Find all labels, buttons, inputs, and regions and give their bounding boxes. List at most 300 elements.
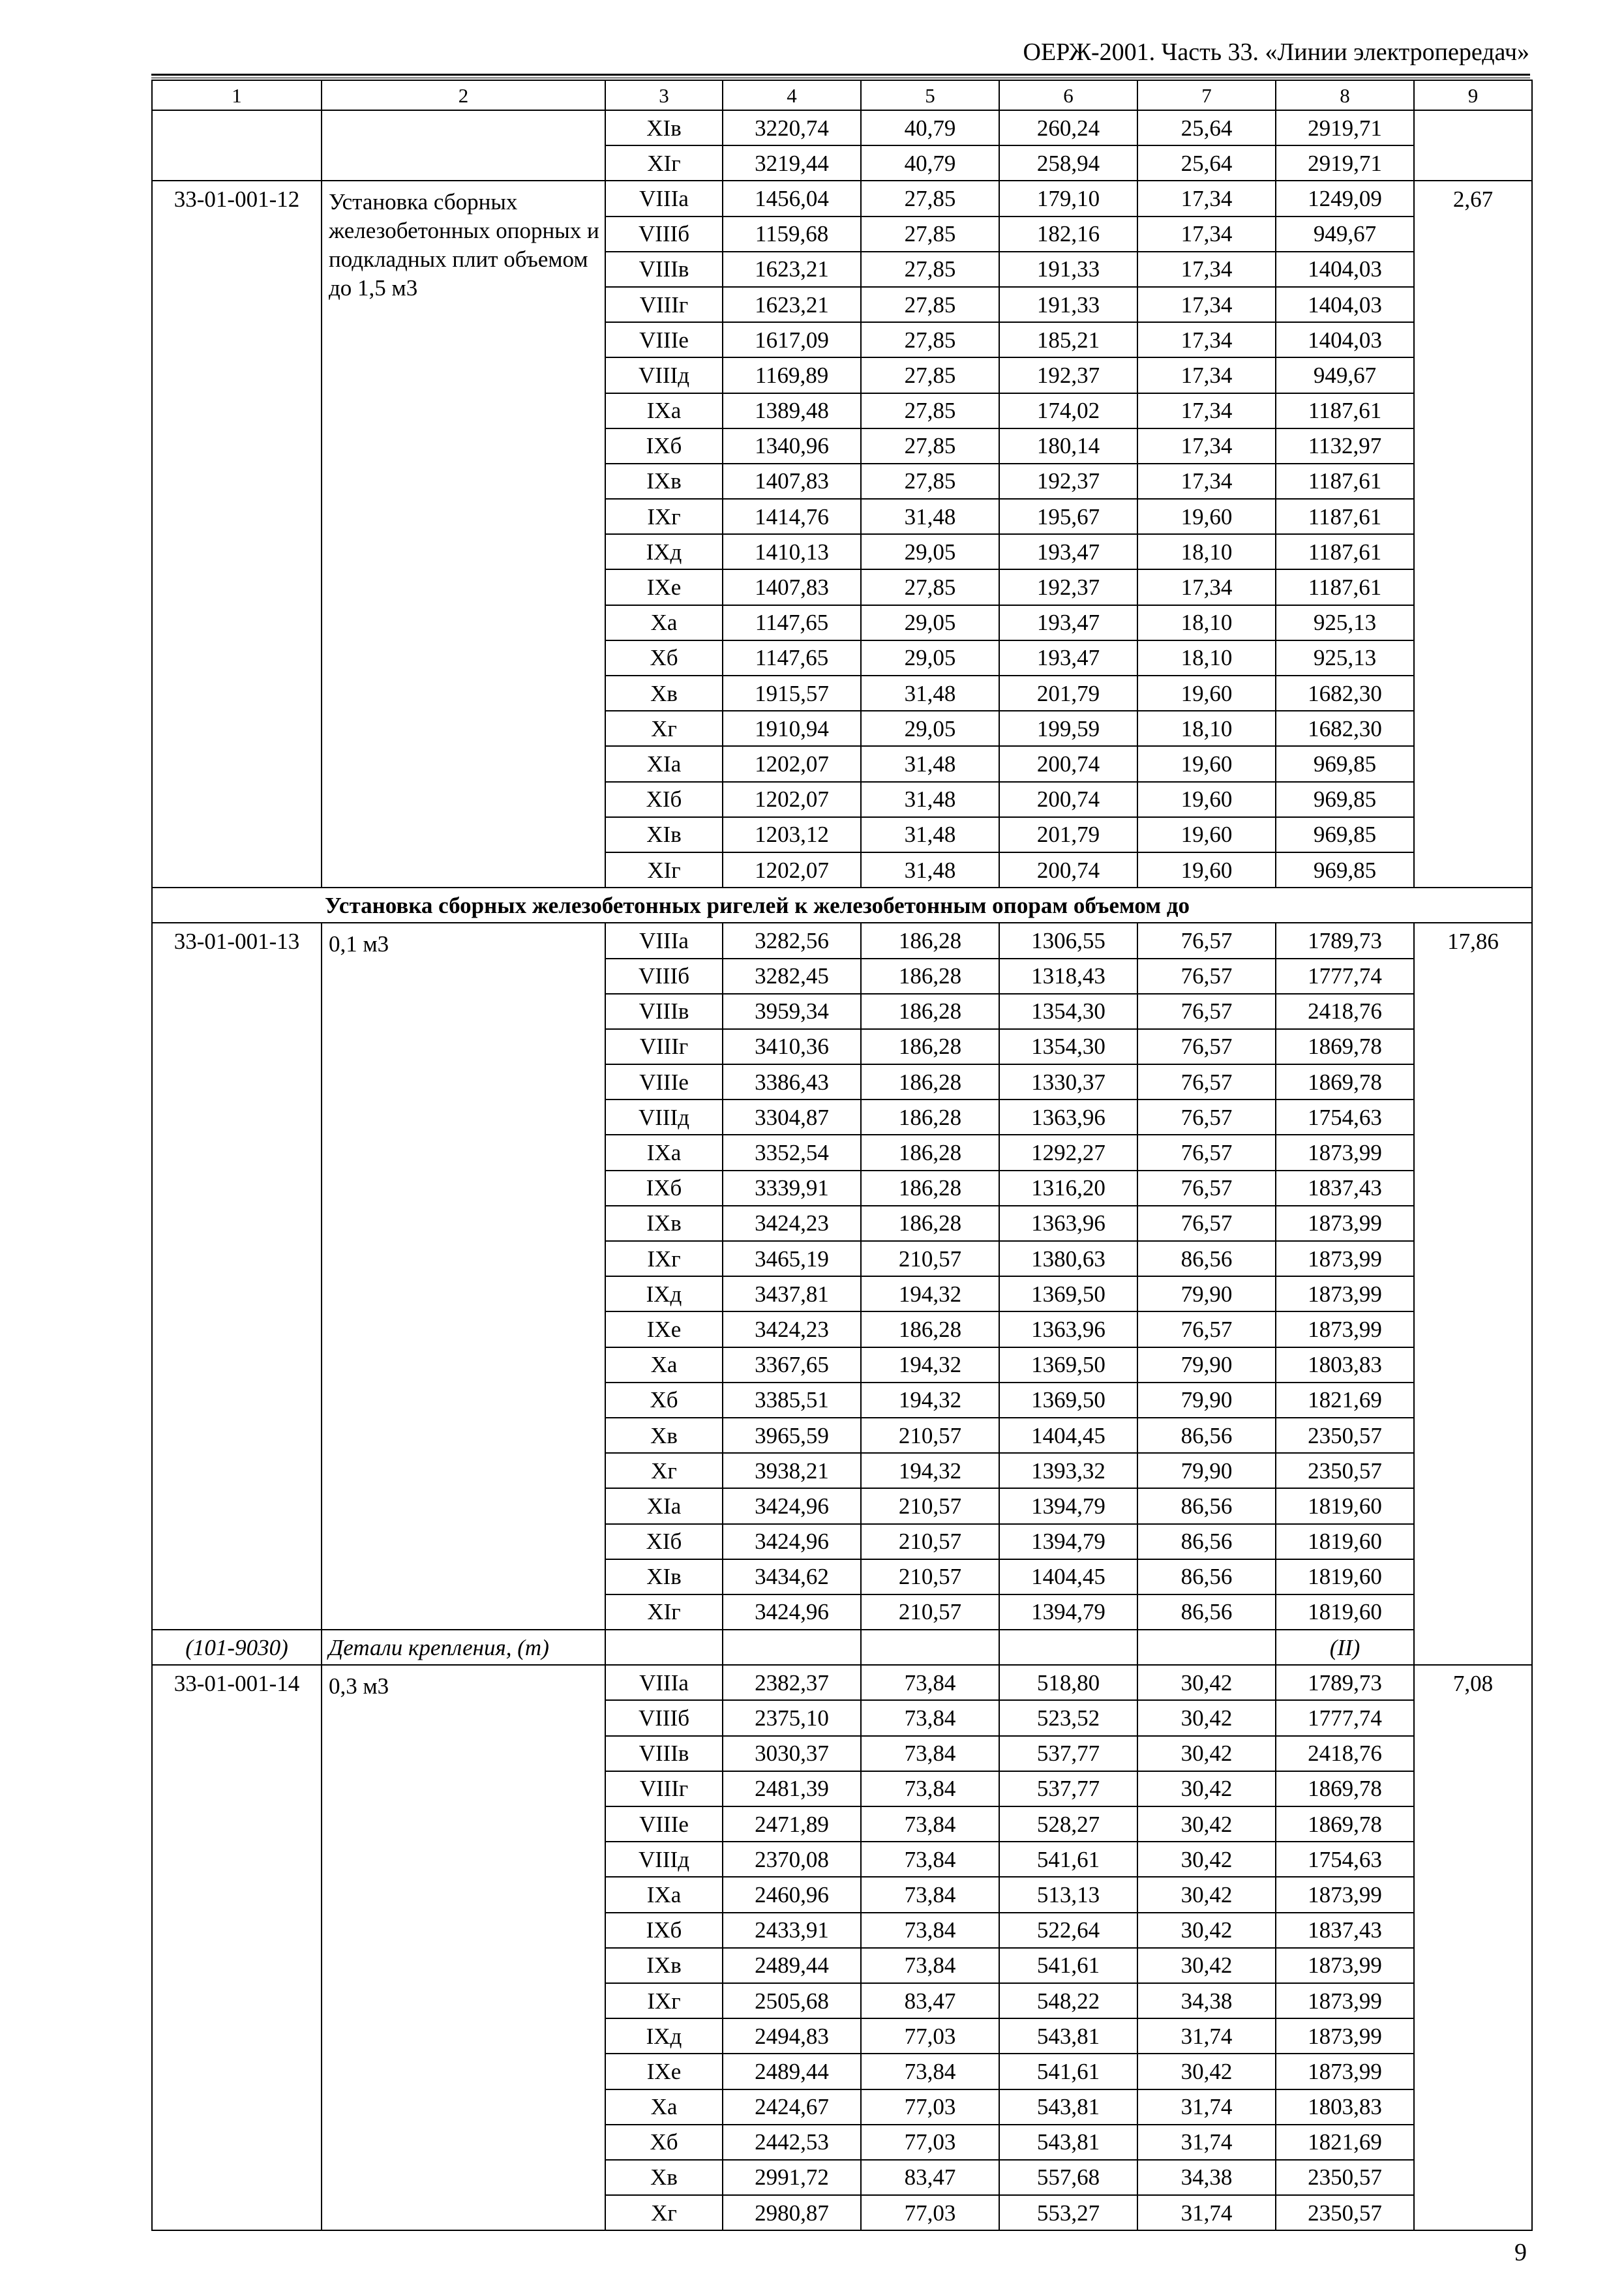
- materials-cost-cell: 1873,99: [1276, 1276, 1414, 1311]
- materials-cost-cell: 1873,99: [1276, 1206, 1414, 1241]
- worker-wages-cell: 77,03: [861, 2195, 999, 2230]
- footnote-unit: (II): [1276, 1630, 1414, 1665]
- materials-cost-cell: 1819,60: [1276, 1594, 1414, 1630]
- machine-operation-cell: 191,33: [999, 252, 1137, 287]
- machine-operation-cell: 557,68: [999, 2160, 1137, 2195]
- total-cost-cell: 3352,54: [723, 1135, 861, 1170]
- total-cost-cell: 1147,65: [723, 605, 861, 640]
- operator-wages-cell: 76,57: [1137, 959, 1276, 994]
- operator-wages-cell: 25,64: [1137, 145, 1276, 181]
- machine-operation-cell: 1394,79: [999, 1594, 1137, 1630]
- work-name-cell: Установка сборных железобетонных опорных и подкладных плит объемом до 1,5 м3: [322, 181, 605, 888]
- materials-cost-cell: 1187,61: [1276, 569, 1414, 605]
- materials-cost-cell: 1869,78: [1276, 1064, 1414, 1100]
- worker-wages-cell: 31,48: [861, 746, 999, 781]
- worker-wages-cell: 83,47: [861, 1983, 999, 2018]
- territorial-zone-cell: XIв: [605, 110, 723, 145]
- machine-operation-cell: 180,14: [999, 428, 1137, 464]
- total-cost-cell: 2382,37: [723, 1665, 861, 1700]
- total-cost-cell: 1407,83: [723, 569, 861, 605]
- work-name-cell: 0,1 м3: [322, 923, 605, 1630]
- machine-operation-cell: 199,59: [999, 711, 1137, 746]
- total-cost-cell: 1414,76: [723, 499, 861, 534]
- territorial-zone-cell: VIIIе: [605, 322, 723, 357]
- operator-wages-cell: 17,34: [1137, 428, 1276, 464]
- operator-wages-cell: 31,74: [1137, 2089, 1276, 2125]
- operator-wages-cell: 18,10: [1137, 605, 1276, 640]
- territorial-zone-cell: XIг: [605, 145, 723, 181]
- worker-wages-cell: 27,85: [861, 217, 999, 252]
- materials-cost-cell: 1789,73: [1276, 1665, 1414, 1700]
- table-row: [152, 110, 1532, 145]
- total-cost-cell: 1456,04: [723, 181, 861, 216]
- worker-wages-cell: 31,48: [861, 852, 999, 888]
- worker-wages-cell: 210,57: [861, 1594, 999, 1630]
- territorial-zone-cell: VIIIг: [605, 1029, 723, 1064]
- machine-operation-cell: 541,61: [999, 1948, 1137, 1983]
- materials-cost-cell: 1187,61: [1276, 393, 1414, 428]
- column-number: 3: [605, 80, 723, 110]
- territorial-zone-cell: IXб: [605, 1171, 723, 1206]
- materials-cost-cell: 969,85: [1276, 817, 1414, 852]
- operator-wages-cell: 19,60: [1137, 782, 1276, 817]
- machine-operation-cell: 1393,32: [999, 1453, 1137, 1488]
- worker-wages-cell: 73,84: [861, 1913, 999, 1948]
- worker-wages-cell: 194,32: [861, 1276, 999, 1311]
- territorial-zone-cell: IXг: [605, 499, 723, 534]
- operator-wages-cell: 79,90: [1137, 1383, 1276, 1418]
- total-cost-cell: 3437,81: [723, 1276, 861, 1311]
- worker-wages-cell: 27,85: [861, 393, 999, 428]
- total-cost-cell: 2505,68: [723, 1983, 861, 2018]
- machine-operation-cell: 518,80: [999, 1665, 1137, 1700]
- operator-wages-cell: 76,57: [1137, 1206, 1276, 1241]
- materials-cost-cell: 1132,97: [1276, 428, 1414, 464]
- materials-cost-cell: 1869,78: [1276, 1771, 1414, 1806]
- machine-operation-cell: 537,77: [999, 1771, 1137, 1806]
- machine-operation-cell: 174,02: [999, 393, 1137, 428]
- operator-wages-cell: 86,56: [1137, 1488, 1276, 1523]
- operator-wages-cell: 17,34: [1137, 217, 1276, 252]
- territorial-zone-cell: VIIIа: [605, 1665, 723, 1700]
- labor-cost-cell: 7,08: [1414, 1665, 1532, 2230]
- materials-cost-cell: 1873,99: [1276, 1948, 1414, 1983]
- territorial-zone-cell: XIб: [605, 1524, 723, 1559]
- materials-cost-cell: 1837,43: [1276, 1171, 1414, 1206]
- worker-wages-cell: 186,28: [861, 1100, 999, 1135]
- total-cost-cell: 2424,67: [723, 2089, 861, 2125]
- column-number: 2: [322, 80, 605, 110]
- operator-wages-cell: 31,74: [1137, 2018, 1276, 2054]
- labor-cost-cell: 2,67: [1414, 181, 1532, 888]
- machine-operation-cell: 192,37: [999, 357, 1137, 393]
- worker-wages-cell: 29,05: [861, 534, 999, 569]
- total-cost-cell: 2433,91: [723, 1913, 861, 1948]
- worker-wages-cell: 73,84: [861, 2054, 999, 2089]
- territorial-zone-cell: IXв: [605, 1206, 723, 1241]
- table-row: [152, 1665, 1532, 1700]
- worker-wages-cell: 73,84: [861, 1948, 999, 1983]
- territorial-zone-cell: IXг: [605, 1241, 723, 1276]
- materials-cost-cell: 1837,43: [1276, 1913, 1414, 1948]
- worker-wages-cell: 29,05: [861, 605, 999, 640]
- materials-cost-cell: 1819,60: [1276, 1488, 1414, 1523]
- territorial-zone-cell: VIIIв: [605, 1736, 723, 1771]
- empty-cell: [605, 1630, 723, 1665]
- materials-cost-cell: 1404,03: [1276, 287, 1414, 322]
- materials-cost-cell: 969,85: [1276, 852, 1414, 888]
- territorial-zone-cell: VIIIб: [605, 959, 723, 994]
- operator-wages-cell: 17,34: [1137, 569, 1276, 605]
- total-cost-cell: 1623,21: [723, 252, 861, 287]
- materials-cost-cell: 1187,61: [1276, 464, 1414, 499]
- territorial-zone-cell: VIIIа: [605, 923, 723, 958]
- operator-wages-cell: 19,60: [1137, 676, 1276, 711]
- operator-wages-cell: 30,42: [1137, 1771, 1276, 1806]
- work-name-cell: 0,3 м3: [322, 1665, 605, 2230]
- materials-cost-cell: 1682,30: [1276, 711, 1414, 746]
- total-cost-cell: 1340,96: [723, 428, 861, 464]
- operator-wages-cell: 30,42: [1137, 1806, 1276, 1842]
- territorial-zone-cell: VIIIд: [605, 1842, 723, 1877]
- machine-operation-cell: 260,24: [999, 110, 1137, 145]
- total-cost-cell: 3367,65: [723, 1347, 861, 1383]
- materials-cost-cell: 1803,83: [1276, 1347, 1414, 1383]
- machine-operation-cell: 513,13: [999, 1877, 1137, 1912]
- materials-cost-cell: 1819,60: [1276, 1559, 1414, 1594]
- machine-operation-cell: 543,81: [999, 2018, 1137, 2054]
- worker-wages-cell: 194,32: [861, 1347, 999, 1383]
- territorial-zone-cell: IXа: [605, 1877, 723, 1912]
- territorial-zone-cell: IXе: [605, 1311, 723, 1347]
- machine-operation-cell: 185,21: [999, 322, 1137, 357]
- worker-wages-cell: 27,85: [861, 287, 999, 322]
- territorial-zone-cell: VIIIд: [605, 357, 723, 393]
- operator-wages-cell: 34,38: [1137, 2160, 1276, 2195]
- territorial-zone-cell: IXв: [605, 1948, 723, 1983]
- territorial-zone-cell: VIIIг: [605, 287, 723, 322]
- materials-cost-cell: 1789,73: [1276, 923, 1414, 958]
- total-cost-cell: 3424,96: [723, 1594, 861, 1630]
- territorial-zone-cell: VIIIв: [605, 994, 723, 1029]
- total-cost-cell: 3465,19: [723, 1241, 861, 1276]
- machine-operation-cell: 258,94: [999, 145, 1137, 181]
- total-cost-cell: 2370,08: [723, 1842, 861, 1877]
- column-number: 5: [861, 80, 999, 110]
- empty-cell: [861, 1630, 999, 1665]
- page-number: 9: [1514, 2239, 1527, 2266]
- total-cost-cell: 3304,87: [723, 1100, 861, 1135]
- machine-operation-cell: 1369,50: [999, 1347, 1137, 1383]
- territorial-zone-cell: Xа: [605, 2089, 723, 2125]
- materials-cost-cell: 1819,60: [1276, 1524, 1414, 1559]
- operator-wages-cell: 18,10: [1137, 711, 1276, 746]
- materials-cost-cell: 1873,99: [1276, 2018, 1414, 2054]
- machine-operation-cell: 193,47: [999, 640, 1137, 676]
- worker-wages-cell: 73,84: [861, 1700, 999, 1735]
- worker-wages-cell: 73,84: [861, 1665, 999, 1700]
- territorial-zone-cell: IXв: [605, 464, 723, 499]
- worker-wages-cell: 29,05: [861, 640, 999, 676]
- operator-wages-cell: 30,42: [1137, 1877, 1276, 1912]
- operator-wages-cell: 76,57: [1137, 1100, 1276, 1135]
- territorial-zone-cell: Xа: [605, 1347, 723, 1383]
- territorial-zone-cell: VIIIе: [605, 1064, 723, 1100]
- worker-wages-cell: 186,28: [861, 1029, 999, 1064]
- materials-cost-cell: 1873,99: [1276, 1241, 1414, 1276]
- worker-wages-cell: 27,85: [861, 357, 999, 393]
- total-cost-cell: 1169,89: [723, 357, 861, 393]
- operator-wages-cell: 76,57: [1137, 1029, 1276, 1064]
- operator-wages-cell: 19,60: [1137, 852, 1276, 888]
- total-cost-cell: 3424,96: [723, 1524, 861, 1559]
- territorial-zone-cell: Xв: [605, 1418, 723, 1453]
- column-number-row: [152, 80, 1532, 110]
- operator-wages-cell: 34,38: [1137, 1983, 1276, 2018]
- machine-operation-cell: 1394,79: [999, 1524, 1137, 1559]
- total-cost-cell: 2489,44: [723, 2054, 861, 2089]
- worker-wages-cell: 31,48: [861, 676, 999, 711]
- machine-operation-cell: 182,16: [999, 217, 1137, 252]
- total-cost-cell: 3434,62: [723, 1559, 861, 1594]
- worker-wages-cell: 194,32: [861, 1453, 999, 1488]
- materials-cost-cell: 1821,69: [1276, 1383, 1414, 1418]
- total-cost-cell: 3339,91: [723, 1171, 861, 1206]
- empty-cell: [723, 1630, 861, 1665]
- machine-operation-cell: 1330,37: [999, 1064, 1137, 1100]
- materials-cost-cell: 1873,99: [1276, 1983, 1414, 2018]
- worker-wages-cell: 210,57: [861, 1418, 999, 1453]
- machine-operation-cell: 1394,79: [999, 1488, 1137, 1523]
- territorial-zone-cell: VIIIг: [605, 1771, 723, 1806]
- machine-operation-cell: 1306,55: [999, 923, 1137, 958]
- territorial-zone-cell: XIг: [605, 852, 723, 888]
- table-row: [152, 923, 1532, 958]
- total-cost-cell: 1410,13: [723, 534, 861, 569]
- operator-wages-cell: 19,60: [1137, 817, 1276, 852]
- worker-wages-cell: 27,85: [861, 569, 999, 605]
- materials-cost-cell: 2418,76: [1276, 994, 1414, 1029]
- operator-wages-cell: 76,57: [1137, 1135, 1276, 1170]
- territorial-zone-cell: IXд: [605, 2018, 723, 2054]
- machine-operation-cell: 1363,96: [999, 1100, 1137, 1135]
- materials-cost-cell: 925,13: [1276, 605, 1414, 640]
- worker-wages-cell: 27,85: [861, 464, 999, 499]
- materials-cost-cell: 2350,57: [1276, 2160, 1414, 2195]
- worker-wages-cell: 186,28: [861, 1135, 999, 1170]
- operator-wages-cell: 31,74: [1137, 2195, 1276, 2230]
- worker-wages-cell: 186,28: [861, 994, 999, 1029]
- worker-wages-cell: 186,28: [861, 1064, 999, 1100]
- operator-wages-cell: 30,42: [1137, 1665, 1276, 1700]
- operator-wages-cell: 18,10: [1137, 640, 1276, 676]
- worker-wages-cell: 73,84: [861, 1842, 999, 1877]
- worker-wages-cell: 29,05: [861, 711, 999, 746]
- machine-operation-cell: 1354,30: [999, 994, 1137, 1029]
- materials-cost-cell: 1404,03: [1276, 322, 1414, 357]
- operator-wages-cell: 76,57: [1137, 923, 1276, 958]
- materials-cost-cell: 1873,99: [1276, 1877, 1414, 1912]
- machine-operation-cell: 1369,50: [999, 1276, 1137, 1311]
- territorial-zone-cell: VIIIд: [605, 1100, 723, 1135]
- document-header: ОЕРЖ-2001. Часть 33. «Линии электропередач»: [1023, 38, 1529, 66]
- total-cost-cell: 2460,96: [723, 1877, 861, 1912]
- machine-operation-cell: 1404,45: [999, 1418, 1137, 1453]
- empty-cell: [999, 1630, 1137, 1665]
- worker-wages-cell: 210,57: [861, 1241, 999, 1276]
- materials-cost-cell: 1187,61: [1276, 534, 1414, 569]
- operator-wages-cell: 86,56: [1137, 1559, 1276, 1594]
- materials-cost-cell: 1821,69: [1276, 2125, 1414, 2160]
- labor-cost-cell: 17,86: [1414, 923, 1532, 1665]
- operator-wages-cell: 30,42: [1137, 1948, 1276, 1983]
- territorial-zone-cell: VIIIб: [605, 217, 723, 252]
- operator-wages-cell: 76,57: [1137, 1171, 1276, 1206]
- operator-wages-cell: 19,60: [1137, 499, 1276, 534]
- column-number: 4: [723, 80, 861, 110]
- total-cost-cell: 2494,83: [723, 2018, 861, 2054]
- total-cost-cell: 1915,57: [723, 676, 861, 711]
- territorial-zone-cell: IXд: [605, 534, 723, 569]
- worker-wages-cell: 31,48: [861, 817, 999, 852]
- machine-operation-cell: 201,79: [999, 676, 1137, 711]
- materials-cost-cell: 1249,09: [1276, 181, 1414, 216]
- total-cost-cell: 2471,89: [723, 1806, 861, 1842]
- worker-wages-cell: 77,03: [861, 2018, 999, 2054]
- operator-wages-cell: 17,34: [1137, 322, 1276, 357]
- territorial-zone-cell: XIб: [605, 782, 723, 817]
- materials-cost-cell: 949,67: [1276, 217, 1414, 252]
- total-cost-cell: 3424,96: [723, 1488, 861, 1523]
- column-number: 8: [1276, 80, 1414, 110]
- machine-operation-cell: 195,67: [999, 499, 1137, 534]
- territorial-zone-cell: VIIIа: [605, 181, 723, 216]
- territorial-zone-cell: Xб: [605, 640, 723, 676]
- territorial-zone-cell: VIIIб: [605, 1700, 723, 1735]
- operator-wages-cell: 17,34: [1137, 287, 1276, 322]
- column-number: 7: [1137, 80, 1276, 110]
- table-body: [152, 80, 1532, 2230]
- machine-operation-cell: 193,47: [999, 534, 1137, 569]
- worker-wages-cell: 186,28: [861, 1311, 999, 1347]
- rate-code-cell: 33-01-001-13: [152, 923, 322, 1630]
- machine-operation-cell: 179,10: [999, 181, 1137, 216]
- column-number: 9: [1414, 80, 1532, 110]
- operator-wages-cell: 86,56: [1137, 1241, 1276, 1276]
- worker-wages-cell: 73,84: [861, 1771, 999, 1806]
- operator-wages-cell: 18,10: [1137, 534, 1276, 569]
- footnote-row: [152, 1630, 1532, 1665]
- header-rule: [151, 74, 1530, 78]
- machine-operation-cell: 193,47: [999, 605, 1137, 640]
- rates-table: [151, 80, 1533, 2231]
- territorial-zone-cell: IXа: [605, 1135, 723, 1170]
- machine-operation-cell: 543,81: [999, 2089, 1137, 2125]
- worker-wages-cell: 186,28: [861, 1171, 999, 1206]
- total-cost-cell: 3282,56: [723, 923, 861, 958]
- machine-operation-cell: 528,27: [999, 1806, 1137, 1842]
- machine-operation-cell: 1363,96: [999, 1206, 1137, 1241]
- total-cost-cell: 2980,87: [723, 2195, 861, 2230]
- machine-operation-cell: 522,64: [999, 1913, 1137, 1948]
- total-cost-cell: 1159,68: [723, 217, 861, 252]
- materials-cost-cell: 2418,76: [1276, 1736, 1414, 1771]
- operator-wages-cell: 19,60: [1137, 746, 1276, 781]
- machine-operation-cell: 191,33: [999, 287, 1137, 322]
- machine-operation-cell: 1318,43: [999, 959, 1137, 994]
- materials-cost-cell: 1869,78: [1276, 1806, 1414, 1842]
- worker-wages-cell: 73,84: [861, 1806, 999, 1842]
- machine-operation-cell: 200,74: [999, 782, 1137, 817]
- operator-wages-cell: 31,74: [1137, 2125, 1276, 2160]
- machine-operation-cell: 201,79: [999, 817, 1137, 852]
- territorial-zone-cell: Xг: [605, 711, 723, 746]
- territorial-zone-cell: IXе: [605, 569, 723, 605]
- operator-wages-cell: 76,57: [1137, 1064, 1276, 1100]
- total-cost-cell: 1389,48: [723, 393, 861, 428]
- machine-operation-cell: 537,77: [999, 1736, 1137, 1771]
- operator-wages-cell: 76,57: [1137, 994, 1276, 1029]
- territorial-zone-cell: IXд: [605, 1276, 723, 1311]
- worker-wages-cell: 77,03: [861, 2125, 999, 2160]
- total-cost-cell: 1910,94: [723, 711, 861, 746]
- machine-operation-cell: 543,81: [999, 2125, 1137, 2160]
- worker-wages-cell: 186,28: [861, 1206, 999, 1241]
- worker-wages-cell: 40,79: [861, 145, 999, 181]
- territorial-zone-cell: XIа: [605, 1488, 723, 1523]
- total-cost-cell: 3282,45: [723, 959, 861, 994]
- machine-operation-cell: 1404,45: [999, 1559, 1137, 1594]
- materials-cost-cell: 1404,03: [1276, 252, 1414, 287]
- rate-code-cell: 33-01-001-14: [152, 1665, 322, 2230]
- territorial-zone-cell: IXб: [605, 1913, 723, 1948]
- machine-operation-cell: 523,52: [999, 1700, 1137, 1735]
- materials-cost-cell: 1873,99: [1276, 2054, 1414, 2089]
- total-cost-cell: 3959,34: [723, 994, 861, 1029]
- materials-cost-cell: 949,67: [1276, 357, 1414, 393]
- operator-wages-cell: 25,64: [1137, 110, 1276, 145]
- materials-cost-cell: 925,13: [1276, 640, 1414, 676]
- total-cost-cell: 2375,10: [723, 1700, 861, 1735]
- territorial-zone-cell: Xб: [605, 1383, 723, 1418]
- footnote-code: (101-9030): [152, 1630, 322, 1665]
- operator-wages-cell: 17,34: [1137, 357, 1276, 393]
- operator-wages-cell: 30,42: [1137, 2054, 1276, 2089]
- materials-cost-cell: 2350,57: [1276, 2195, 1414, 2230]
- total-cost-cell: 1202,07: [723, 746, 861, 781]
- total-cost-cell: 2991,72: [723, 2160, 861, 2195]
- worker-wages-cell: 73,84: [861, 1877, 999, 1912]
- materials-cost-cell: 1187,61: [1276, 499, 1414, 534]
- worker-wages-cell: 27,85: [861, 181, 999, 216]
- operator-wages-cell: 30,42: [1137, 1700, 1276, 1735]
- total-cost-cell: 3410,36: [723, 1029, 861, 1064]
- territorial-zone-cell: Xв: [605, 2160, 723, 2195]
- worker-wages-cell: 83,47: [861, 2160, 999, 2195]
- territorial-zone-cell: VIIIе: [605, 1806, 723, 1842]
- total-cost-cell: 1202,07: [723, 852, 861, 888]
- worker-wages-cell: 186,28: [861, 923, 999, 958]
- machine-operation-cell: 192,37: [999, 464, 1137, 499]
- section-heading-row: [152, 888, 1532, 923]
- machine-operation-cell: 200,74: [999, 852, 1137, 888]
- total-cost-cell: 2489,44: [723, 1948, 861, 1983]
- materials-cost-cell: 1777,74: [1276, 959, 1414, 994]
- rate-code-cell: [152, 110, 322, 181]
- table-row: [152, 181, 1532, 216]
- section-heading: Установка сборных железобетонных ригелей к железобетонным опорам объемом до: [152, 888, 1532, 923]
- worker-wages-cell: 194,32: [861, 1383, 999, 1418]
